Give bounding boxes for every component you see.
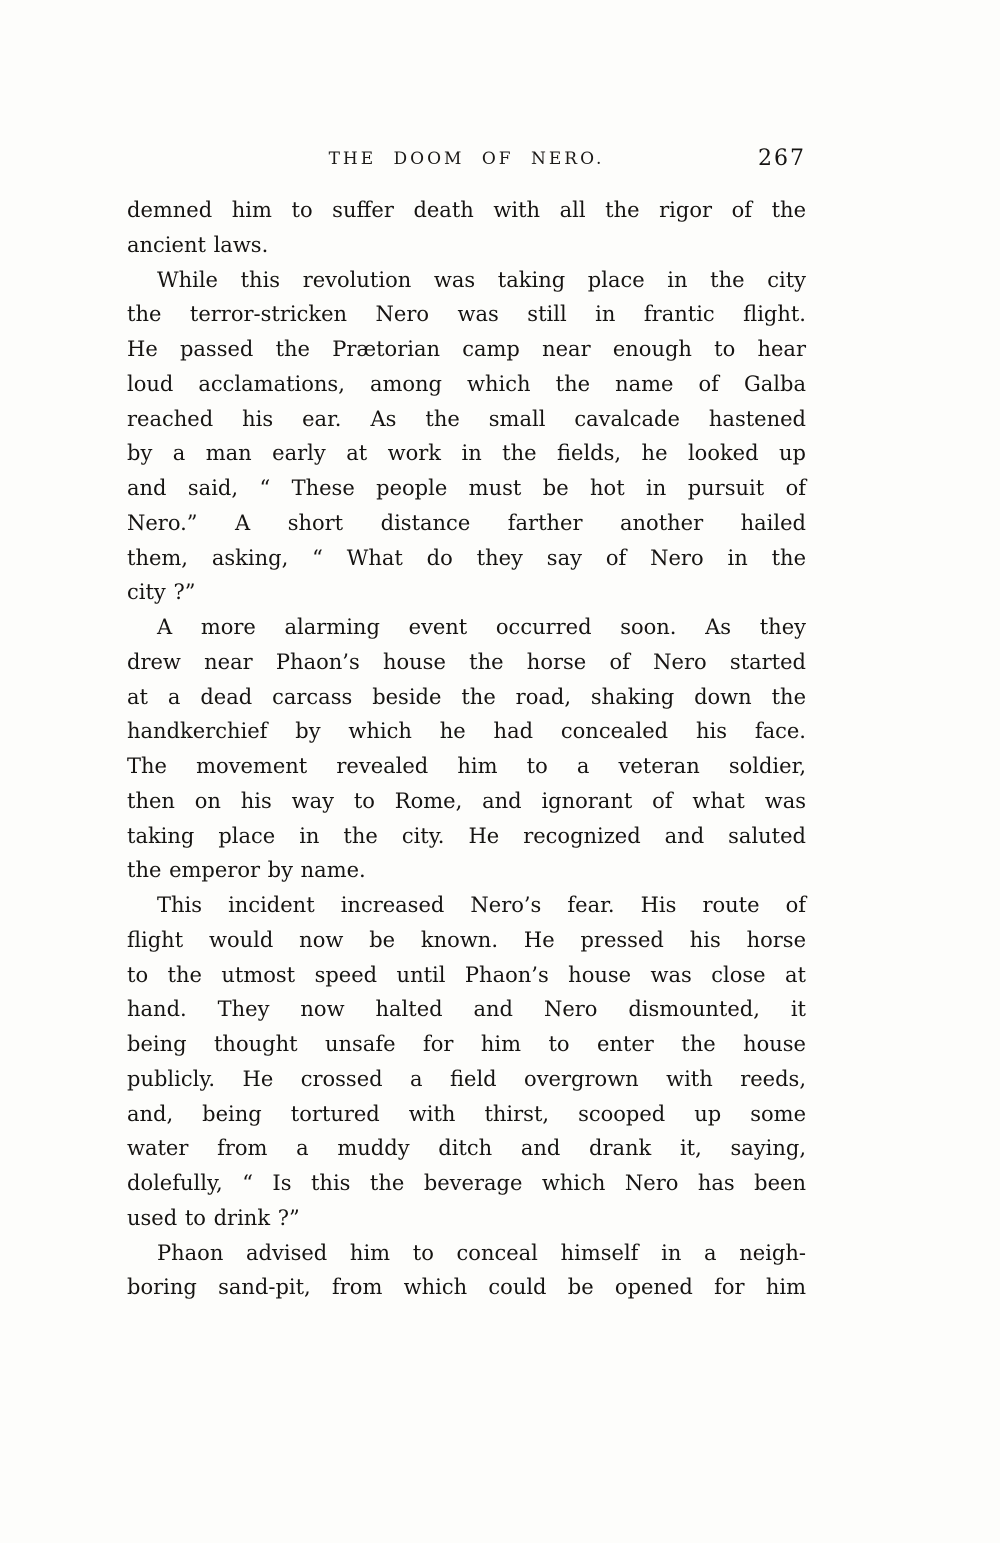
text-line: taking place in the city. He recognized and saluted	[127, 823, 806, 848]
text-line: then on his way to Rome, and ignorant of what was	[127, 788, 806, 813]
text-line: This incident increased Nero’s fear. His route of	[157, 893, 806, 917]
text-line: to the utmost speed until Phaon’s house was close at	[127, 962, 806, 987]
paragraph	[127, 610, 806, 888]
text-line: used to drink ?”	[127, 1205, 300, 1230]
text-line: boring sand-pit, from which could be opened for him	[127, 1275, 806, 1300]
text-line: publicly. He crossed a field overgrown with reeds,	[127, 1066, 806, 1091]
text-line: hand. They now halted and Nero dismounted, it	[127, 997, 806, 1022]
text-line: flight would now be known. He pressed his horse	[127, 927, 806, 952]
text-line: Nero.” A short distance farther another hailed	[127, 510, 806, 535]
text-line: ancient laws.	[127, 232, 269, 257]
text-line: Phaon advised him to conceal himself in a neigh-	[157, 1240, 806, 1265]
text-line: at a dead carcass beside the road, shaking down the	[127, 684, 806, 709]
text-line: The movement revealed him to a veteran soldier,	[127, 754, 806, 778]
text-line: demned him to suffer death with all the rigor of the	[127, 198, 806, 222]
text-line: A more alarming event occurred soon. As they	[157, 615, 806, 639]
text-line: He passed the Prætorian camp near enough to hear	[127, 337, 806, 361]
text-line: them, asking, “ What do they say of Nero in the	[127, 545, 806, 570]
text-line: the emperor by name.	[127, 858, 366, 883]
body-text	[127, 193, 806, 1305]
text-line: While this revolution was taking place in the city	[157, 267, 806, 292]
text-line: by a man early at work in the fields, he looked up	[127, 441, 806, 466]
text-line: being thought unsafe for him to enter the house	[127, 1032, 806, 1056]
text-line: and said, “ These people must be hot in pursuit of	[127, 476, 806, 500]
text-line: dolefully, “ Is this the beverage which Nero has been	[127, 1171, 806, 1195]
page-number: 267	[758, 146, 806, 171]
paragraph	[127, 193, 806, 263]
text-line: city ?”	[127, 580, 196, 605]
text-line: reached his ear. As the small cavalcade hastened	[127, 406, 806, 431]
text-line: the terror-stricken Nero was still in frantic flight.	[127, 302, 806, 327]
text-line: water from a muddy ditch and drank it, saying,	[127, 1136, 806, 1161]
text-line: drew near Phaon’s house the horse of Nero started	[127, 649, 806, 674]
page-header	[127, 146, 806, 176]
running-title: THE DOOM OF NERO.	[328, 149, 605, 169]
text-line: handkerchief by which he had concealed his face.	[127, 719, 806, 744]
text-line: and, being tortured with thirst, scooped up some	[127, 1101, 806, 1126]
paragraph	[127, 263, 806, 611]
paragraph	[127, 888, 806, 1236]
text-line: loud acclamations, among which the name of Galba	[127, 371, 806, 396]
paragraph	[127, 1236, 806, 1306]
